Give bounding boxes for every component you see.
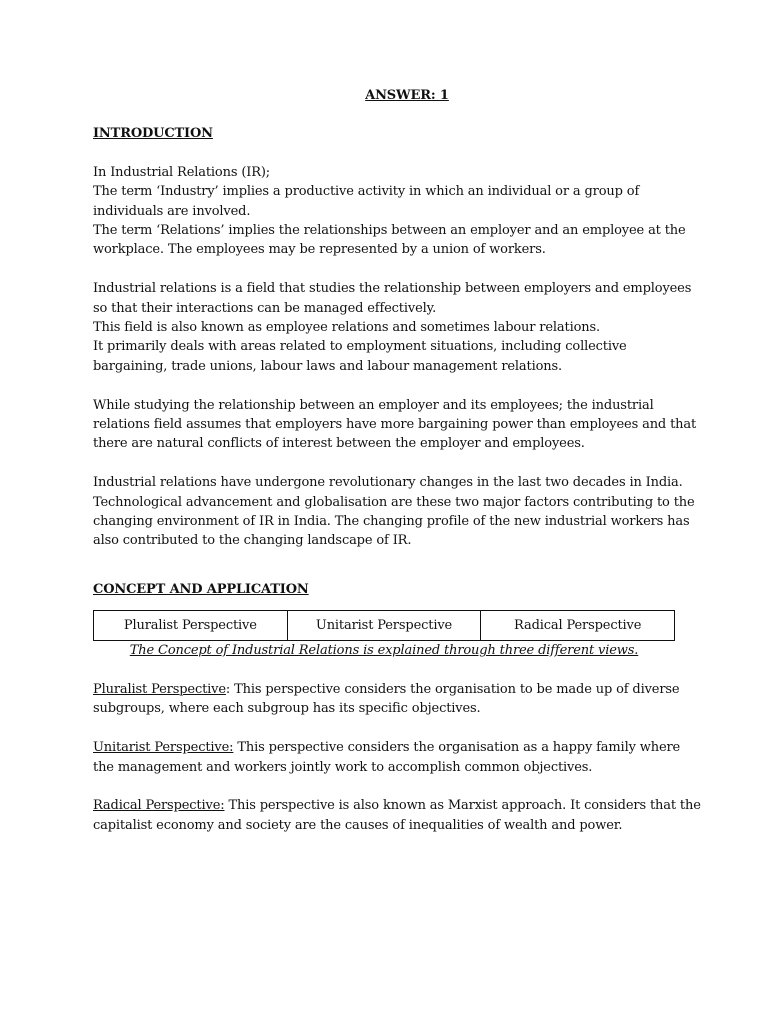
text-line: the management and workers jointly work to accomplish common objectives. — [93, 759, 593, 775]
text-line: relations field assumes that employers have more bargaining power than employees and that — [93, 417, 697, 433]
spacer — [93, 661, 683, 680]
table-cell-unitarist: Unitarist Perspective — [287, 611, 481, 641]
concept-heading: CONCEPT AND APPLICATION — [93, 581, 309, 597]
text-line: individuals are involved. — [93, 203, 251, 219]
text-line: so that their interactions can be managed effectively. — [93, 300, 437, 316]
document-body — [93, 86, 701, 835]
text-line: there are natural conflicts of interest between the employer and employees. — [93, 436, 585, 452]
text-line: This field is also known as employee relations and sometimes labour relations. — [93, 320, 601, 336]
introduction-heading: INTRODUCTION — [93, 126, 213, 141]
text-line: workplace. The employees may be represented by a union of workers. — [93, 242, 546, 258]
radical-text: This perspective is also known as Marxist approach. It considers that the — [224, 798, 701, 814]
spacer — [93, 599, 683, 610]
intro-paragraph-2 — [93, 279, 692, 376]
text-line — [93, 738, 683, 757]
text-line: The term ‘Relations’ implies the relationships between an employer and an employee at the — [93, 223, 686, 239]
text-line: bargaining, trade unions, labour laws and labour management relations. — [93, 358, 563, 374]
pluralist-text: : This perspective considers the organisation to be made up of diverse — [225, 682, 680, 698]
text-line: capitalist economy and society are the causes of inequalities of wealth and power. — [93, 817, 623, 833]
spacer — [93, 777, 683, 796]
text-line: In Industrial Relations (IR); — [93, 164, 271, 180]
text-line — [93, 796, 701, 815]
text-line: subgroups, where each subgroup has its specific objectives. — [93, 701, 481, 717]
table-row — [94, 611, 675, 641]
spacer — [93, 551, 683, 580]
pluralist-term: Pluralist Perspective — [93, 682, 226, 698]
spacer — [93, 719, 683, 738]
table-cell-pluralist: Pluralist Perspective — [94, 611, 288, 641]
table-caption: The Concept of Industrial Relations is explained through three different views. — [129, 643, 639, 659]
text-line: also contributed to the changing landscape of IR. — [93, 533, 412, 549]
spacer — [93, 260, 683, 279]
perspectives-table — [93, 610, 675, 641]
intro-paragraph-1 — [93, 163, 686, 260]
spacer — [93, 454, 683, 473]
unitarist-text: This perspective considers the organisation as a happy family where — [233, 740, 681, 756]
radical-paragraph — [93, 796, 701, 835]
text-line: While studying the relationship between an employer and its employees; the industrial — [93, 397, 654, 413]
pluralist-paragraph — [93, 680, 683, 719]
unitarist-paragraph — [93, 738, 683, 777]
text-line: It primarily deals with areas related to employment situations, including collective — [93, 339, 627, 355]
answer-title: ANSWER: 1 — [365, 88, 449, 103]
text-line: Technological advancement and globalisation are these two major factors contributing to the — [93, 494, 695, 510]
spacer — [93, 143, 683, 162]
text-line — [93, 680, 683, 699]
text-line: Industrial relations is a field that studies the relationship between employers and employees — [93, 281, 692, 297]
table-cell-radical: Radical Perspective — [481, 611, 675, 641]
text-line: Industrial relations have undergone revolutionary changes in the last two decades in India. — [93, 475, 683, 491]
text-line: changing environment of IR in India. The changing profile of the new industrial workers has — [93, 514, 690, 530]
intro-paragraph-4 — [93, 473, 695, 551]
intro-paragraph-3 — [93, 396, 697, 454]
spacer — [93, 376, 683, 395]
text-line: The term ‘Industry’ implies a productive activity in which an individual or a group of — [93, 184, 640, 200]
radical-term: Radical Perspective: — [93, 798, 225, 814]
unitarist-term: Unitarist Perspective: — [93, 740, 234, 756]
